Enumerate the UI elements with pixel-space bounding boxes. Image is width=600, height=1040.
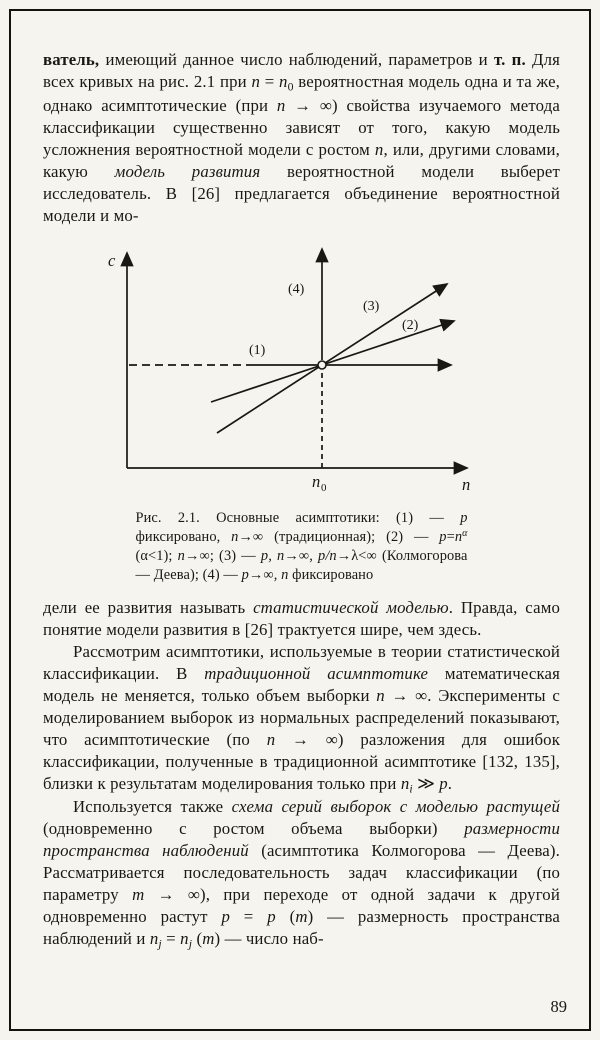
curve-label-4: (4): [288, 281, 305, 297]
axis-label-n: n: [462, 474, 471, 494]
page-content: [43, 49, 560, 952]
n0-label-subscript: 0: [321, 481, 327, 494]
paragraph-4: Используется также схема серий выборок с моделью растущей (одновременно с ростом объема выборки) размерности пространства наблюдений (асимптотика Колмогорова — Деева). Рассматривается последовательность задач классификации (по параметру m → ∞), при переходе от одной задачи к другой одновременно растут p = p (m) — размерность пространства наблюдений и nj = nj (m) — число наб-: [43, 797, 560, 951]
figure-plot: [97, 237, 507, 499]
curve-label-3: (3): [363, 298, 380, 314]
curve-label-1: (1): [249, 342, 266, 358]
intersection-point: [318, 361, 326, 369]
axis-label-c: c: [108, 250, 116, 270]
curve-label-2: (2): [402, 317, 419, 333]
page-number: 89: [550, 997, 567, 1016]
figure-caption: Рис. 2.1. Основные асимптотики: (1) — p фиксировано, n→∞ (традиционная); (2) — $p=n^\alpha$ (α<1); n→∞; (3) — p, n→∞, p/n→λ<∞ (Колмогорова — Деева); (4) — p→∞, n фиксировано: [135, 509, 468, 583]
line-3: [217, 281, 447, 433]
paragraph-3: Рассмотрим асимптотики, используемые в теории статистической классификации. В традиционной асимптотике математическая модель не меняется, только объем выборки n → ∞. Эксперименты с моделированием выборок из нормальных распределений показывают, что асимптотические (по n → ∞) разложения для ошибок классификации, полученные в традиционной асимптотике [132, 135], близки к результатам моделирования только при ni ≫ p.: [43, 641, 561, 795]
line-2: [211, 321, 454, 402]
paragraph-2: дели ее развития называть статистической моделью. Правда, само понятие модели развития в [26] трактуется шире, чем здесь.: [43, 597, 560, 639]
figure-2-1: [43, 237, 560, 585]
n0-label: n: [312, 471, 321, 491]
paragraph-1: ватель, имеющий данное число наблюдений, параметров и т. п. Для всех кривых на рис. 2.1 при n = n0 вероятностная модель одна и та же, однако асимптотические (при n → ∞) свойства изучаемого метода классификации существенно зависят от того, какую модель усложнения вероятностной модели с ростом n, или, другими словами, какую модель развития вероятностной модели выберет исследователь. В [26] предлагается объединение вероятностной модели и мо-: [43, 50, 561, 225]
